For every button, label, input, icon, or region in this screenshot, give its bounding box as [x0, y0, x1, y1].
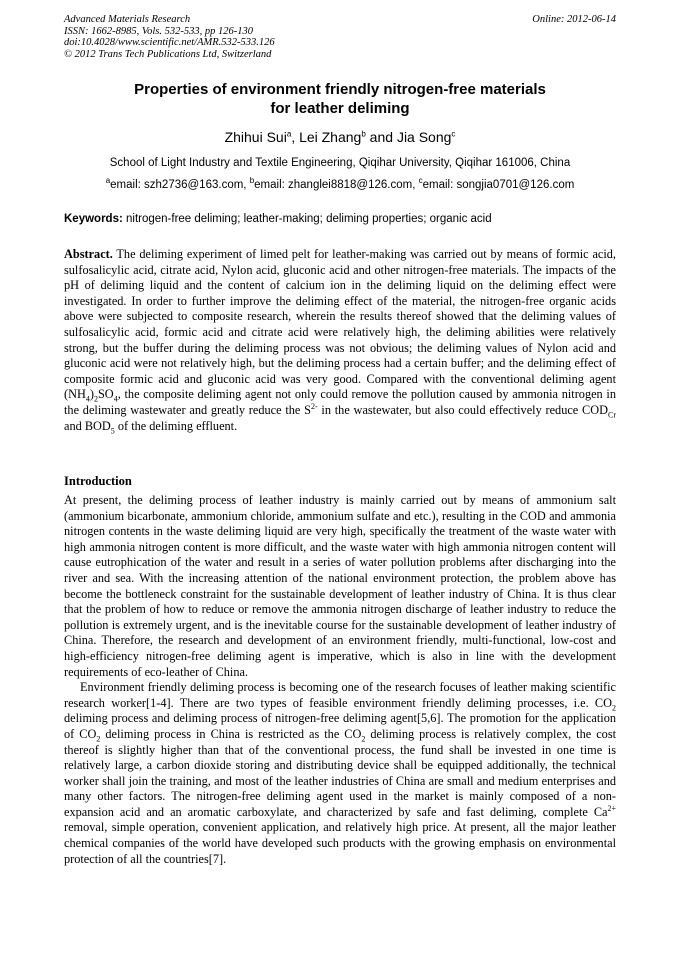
email-c: email: songjia0701@126.com: [422, 179, 575, 191]
superscript: 2+: [607, 803, 616, 813]
keywords-text: nitrogen-free deliming; leather-making; deliming properties; organic acid: [122, 213, 492, 225]
introduction-heading: Introduction: [64, 474, 132, 488]
subscript: 4: [85, 394, 90, 404]
author-2-mark: b: [361, 129, 366, 139]
author-3-mark: c: [451, 129, 456, 139]
subscript: 5: [110, 425, 115, 435]
paragraph-text: deliming process in China is restricted as the CO: [100, 726, 362, 741]
keywords-label: Keywords:: [64, 213, 123, 225]
abstract-text: ): [89, 387, 94, 402]
author-separator: and: [365, 129, 397, 145]
superscript: 2-: [310, 401, 318, 411]
email-b: email: zhanglei8818@126.com,: [254, 179, 419, 191]
email-line: [64, 178, 616, 192]
email-a-mark: a: [105, 176, 111, 186]
journal-header: [64, 14, 616, 60]
email-b-mark: b: [249, 176, 255, 186]
abstract-label: Abstract.: [64, 247, 113, 261]
introduction-body: [64, 493, 616, 867]
abstract-text: SO: [97, 387, 114, 402]
abstract-text: of the deliming effluent.: [114, 418, 238, 433]
keywords: [64, 212, 616, 226]
paragraph-text: removal, simple operation, convenient application, and relatively high price. At present, all the major leather chemical companies of the world have developed such products with the growing emphasis on environmental protection of all the countries[7].: [64, 820, 616, 866]
paper-title: [64, 80, 616, 118]
abstract-text: , the composite deliming agent not only could remove the pollution caused by ammonia nitrogen in the deliming wastewater and greatly reduce the S: [64, 387, 616, 417]
abstract: [64, 247, 616, 434]
author-3: Jia Song: [396, 129, 452, 145]
author-2: Lei Zhang: [299, 129, 362, 145]
title-line-2: for leather deliming: [270, 100, 410, 117]
author-1-mark: a: [286, 129, 292, 139]
abstract-text: in the wastewater, but also could effectively reduce COD: [317, 402, 608, 417]
author-separator: ,: [291, 129, 300, 145]
subscript: 2: [361, 734, 366, 744]
author-1: Zhihui Sui: [224, 129, 287, 145]
email-c-mark: c: [418, 176, 423, 186]
email-a: email: szh2736@163.com,: [110, 179, 250, 191]
copyright-line: © 2012 Trans Tech Publications Ltd, Switzerland: [64, 48, 272, 60]
subscript: Cr: [608, 410, 616, 420]
abstract-text: The deliming experiment of limed pelt for leather-making was carried out by means of formic acid, sulfosalicylic acid, citrate acid, Nylon acid, gluconic acid and other nitrogen-free materials. The impacts of the pH of deliming liquid and the content of calcium ion in the deliming liquid on the deliming effect were investigated. In order to further improve the deliming effect of the material, the nitrogen-free organic acids above were subjected to composite research, wherein the results thereof showed that the deliming values of sulfosalicylic acid, formic acid and citrate acid were relatively high, the deliming abilities were relatively strong, but the buffer during the deliming process was not obvious; the deliming values of Nylon acid and gluconic acid were not relatively high, but the deliming process had a certain buffer; and the deliming effect of composite formic acid and gluconic acid was very good. Compared with the conventional deliming agent (NH: [64, 247, 616, 402]
paragraph-text: deliming process is relatively complex, the cost thereof is slightly higher than that of the conventional process, the fund shall be invested in one time is relatively large, a carbon dioxide storing and distributing device shall be equipped additionally, the technical worker shall join the training, and most of the leather industries of China are small and medium enterprises and many other factors. The nitrogen-free deliming agent used in the market is mainly composed of a non-expansion acid and an aromatic carboxylate, and characterized by safe and fast deliming, complete Ca: [64, 726, 617, 819]
affiliation: School of Light Industry and Textile Engineering, Qiqihar University, Qiqihar 161006, China: [109, 157, 571, 169]
author-list: [64, 128, 616, 146]
subscript: 2: [612, 703, 616, 713]
paragraph-text: deliming process and deliming process of nitrogen-free deliming agent[5,6]. The promotion for the application of CO: [64, 711, 616, 741]
intro-paragraph-2: [64, 680, 616, 867]
journal-name: Advanced Materials Research: [64, 14, 191, 25]
doi-line: doi:10.4028/www.scientific.net/AMR.532-533.126: [64, 37, 275, 48]
paragraph-text: Environment friendly deliming process is becoming one of the research focuses of leather making scientific research worker[1-4]. There are two types of feasible environment friendly deliming processes, i.e. CO: [64, 680, 616, 710]
subscript: 2: [93, 394, 98, 404]
abstract-text: and BOD: [64, 418, 111, 433]
issn-line: ISSN: 1662-8985, Vols. 532-533, pp 126-130: [64, 25, 253, 37]
subscript: 2: [96, 734, 101, 744]
intro-paragraph-1: At present, the deliming process of leather industry is mainly carried out by means of ammonium salt (ammonium bicarbonate, ammonium chloride, ammonium sulfate and etc.), resulting in the COD and ammonia nitrogen contents in the waste deliming liquid are very high, specifically the treatment of the waste water with high ammonia nitrogen content is more difficult, and the waste water with high ammonia nitrogen content will cause eutrophication of the water and result in a series of water pollution problems after discharging into the river and sea. With the increasing attention of the national environment protection, the problem above has become the bottleneck constraint for the sustainable development of leather industry of China. It is thus clear that the problem of how to reduce or remove the ammonia nitrogen discharge of leather industry to reduce the pollution is extremely urgent, and is the inevitable course for the sustainable development of leather industry of China. Therefore, the research and development of an environment friendly, multi-functional, low-cost and high-efficiency nitrogen-free deliming agent is imperative, which is also in line with the development requirements of eco-leather of China.: [64, 493, 616, 679]
subscript: 4: [113, 394, 118, 404]
online-date: Online: 2012-06-14: [532, 14, 616, 25]
title-line-1: Properties of environment friendly nitrogen-free materials: [134, 81, 546, 98]
